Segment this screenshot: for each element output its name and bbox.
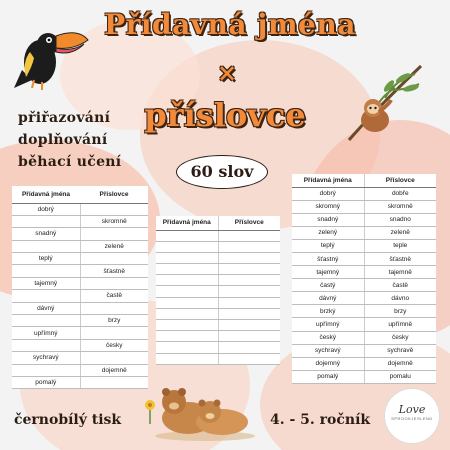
table-left-adjective-cell: upřímný xyxy=(12,327,80,339)
table-right-row xyxy=(292,266,436,279)
table-right-adjective-cell: teplý xyxy=(292,239,364,252)
table-left-adverb-cell: dojemně xyxy=(80,364,148,376)
subtitle-2: doplňování xyxy=(18,132,108,148)
table-left-adjective-cell: teplý xyxy=(12,253,80,265)
table-right-adverb-cell: snadno xyxy=(364,213,436,226)
table-left-adjective-cell: sychravý xyxy=(12,352,80,364)
table-right-adverb-cell: dojemně xyxy=(364,357,436,370)
table-middle-adverb-cell xyxy=(218,308,280,319)
table-left-adverb-cell xyxy=(80,203,148,215)
table-middle-adverb-cell xyxy=(218,297,280,308)
table-middle-row xyxy=(156,308,280,319)
table-right-adjective-cell: skromný xyxy=(292,200,364,213)
table-right-adjective-cell: zelený xyxy=(292,226,364,239)
table-left-header-1: Přídavná jména xyxy=(12,186,80,203)
table-right-adjective-cell: dojemný xyxy=(292,357,364,370)
table-left-adverb-cell: šťastně xyxy=(80,265,148,277)
table-middle-row xyxy=(156,297,280,308)
table-middle-adverb-cell xyxy=(218,320,280,331)
table-left-row xyxy=(12,203,148,215)
title-line2: příslovce xyxy=(144,96,306,134)
table-left-adverb-cell xyxy=(80,228,148,240)
table-middle-adjective-cell xyxy=(156,353,218,364)
table-middle-adverb-cell xyxy=(218,241,280,252)
table-right-row xyxy=(292,318,436,331)
table-left-row xyxy=(12,364,148,376)
table-right-row xyxy=(292,200,436,213)
table-left-adjective-cell: snadný xyxy=(12,228,80,240)
table-right-adjective-cell: častý xyxy=(292,279,364,292)
table-middle-row xyxy=(156,230,280,241)
table-left-row xyxy=(12,352,148,364)
table-right-row xyxy=(292,370,436,383)
sloth-icon xyxy=(345,60,425,142)
table-left-row xyxy=(12,290,148,302)
table-middle-row xyxy=(156,353,280,364)
table-left-header-2: Příslovce xyxy=(80,186,148,203)
table-right-row xyxy=(292,305,436,318)
table-right-adjective-cell: brzký xyxy=(292,305,364,318)
table-right-row xyxy=(292,292,436,305)
table-left-adverb-cell xyxy=(80,302,148,314)
table-middle-row xyxy=(156,320,280,331)
table-left-adverb-cell xyxy=(80,277,148,289)
word-count-badge: 60 slov xyxy=(176,155,268,189)
title-times: × xyxy=(216,58,238,87)
table-right-adjective-cell: pomalý xyxy=(292,370,364,383)
table-left-row xyxy=(12,327,148,339)
table-left-row xyxy=(12,253,148,265)
table-middle-adjective-cell xyxy=(156,297,218,308)
table-middle-adverb-cell xyxy=(218,286,280,297)
logo-text: Love xyxy=(398,403,426,416)
table-right-adjective-cell: upřímný xyxy=(292,318,364,331)
table-left-adjective-cell: tajemný xyxy=(12,277,80,289)
table-right-adverb-cell: šťastně xyxy=(364,252,436,265)
table-middle-row xyxy=(156,286,280,297)
table-left-adjective-cell: pomalý xyxy=(12,376,80,388)
table-right-header-2: Příslovce xyxy=(364,174,436,187)
table-middle-adjective-cell xyxy=(156,230,218,241)
table-middle-adjective-cell xyxy=(156,241,218,252)
table-middle-row xyxy=(156,331,280,342)
subtitle-3: běhací učení xyxy=(18,154,122,170)
title-line1: Přídavná jména xyxy=(104,8,356,41)
table-right-adverb-cell: upřímně xyxy=(364,318,436,331)
table-middle-adverb-cell xyxy=(218,230,280,241)
table-left xyxy=(12,186,148,389)
table-middle-adjective-cell xyxy=(156,342,218,353)
table-right-adverb-cell: tajemně xyxy=(364,266,436,279)
table-left-adverb-cell: zeleně xyxy=(80,240,148,252)
table-middle xyxy=(156,216,280,365)
table-left-adjective-cell xyxy=(12,265,80,277)
table-right-adjective-cell: český xyxy=(292,331,364,344)
table-middle-adjective-cell xyxy=(156,275,218,286)
table-right-adverb-cell: častě xyxy=(364,279,436,292)
table-left-adjective-cell xyxy=(12,364,80,376)
table-right-row xyxy=(292,213,436,226)
brand-logo xyxy=(384,388,440,444)
table-middle-row xyxy=(156,342,280,353)
table-right-adverb-cell: česky xyxy=(364,331,436,344)
table-middle-header-2: Příslovce xyxy=(218,216,280,230)
table-left-row xyxy=(12,277,148,289)
table-right-adjective-cell: šťastný xyxy=(292,252,364,265)
table-right-row xyxy=(292,252,436,265)
table-right-row xyxy=(292,226,436,239)
table-middle-adverb-cell xyxy=(218,275,280,286)
table-left-adverb-cell: častě xyxy=(80,290,148,302)
table-right-adverb-cell: teple xyxy=(364,239,436,252)
table-middle-adjective-cell xyxy=(156,320,218,331)
table-right-row xyxy=(292,344,436,357)
toucan-icon xyxy=(12,22,90,92)
table-right-adjective-cell: dávný xyxy=(292,292,364,305)
table-right-adverb-cell: dobře xyxy=(364,187,436,200)
table-middle-adverb-cell xyxy=(218,252,280,263)
table-middle-adverb-cell xyxy=(218,264,280,275)
table-left-row xyxy=(12,302,148,314)
table-left-adverb-cell: brzy xyxy=(80,315,148,327)
table-middle-adjective-cell xyxy=(156,331,218,342)
subtitle-1: přiřazování xyxy=(18,110,111,126)
table-left-adjective-cell xyxy=(12,215,80,227)
table-middle-row xyxy=(156,241,280,252)
table-left-row xyxy=(12,228,148,240)
footer-grade: 4. - 5. ročník xyxy=(270,412,371,428)
table-right-row xyxy=(292,357,436,370)
table-right-row xyxy=(292,187,436,200)
table-middle-adverb-cell xyxy=(218,342,280,353)
table-middle-adjective-cell xyxy=(156,252,218,263)
table-right-row xyxy=(292,239,436,252)
table-left-row xyxy=(12,315,148,327)
table-right-adverb-cell: brzy xyxy=(364,305,436,318)
table-left-adjective-cell xyxy=(12,290,80,302)
table-left-adjective-cell: dobrý xyxy=(12,203,80,215)
table-right-adjective-cell: tajemný xyxy=(292,266,364,279)
table-left-adverb-cell: skromně xyxy=(80,215,148,227)
table-middle-adverb-cell xyxy=(218,353,280,364)
table-left-adjective-cell xyxy=(12,315,80,327)
table-left-adverb-cell xyxy=(80,327,148,339)
table-right-adverb-cell: zeleně xyxy=(364,226,436,239)
table-right-adjective-cell: dobrý xyxy=(292,187,364,200)
table-left-row xyxy=(12,215,148,227)
table-left-adverb-cell xyxy=(80,352,148,364)
table-right-adjective-cell: snadný xyxy=(292,213,364,226)
table-left-adverb-cell xyxy=(80,253,148,265)
table-middle-row xyxy=(156,264,280,275)
table-middle-adverb-cell xyxy=(218,331,280,342)
table-left-adjective-cell: dávný xyxy=(12,302,80,314)
footer-print-note: černobílý tisk xyxy=(14,412,122,428)
table-left-row xyxy=(12,376,148,388)
logo-subtext: SPROOKJESLEND xyxy=(391,416,433,421)
flower-icon xyxy=(140,398,160,424)
table-right-adverb-cell: pomalu xyxy=(364,370,436,383)
table-right-adverb-cell: dávno xyxy=(364,292,436,305)
table-middle-row xyxy=(156,275,280,286)
table-middle-header-1: Přídavná jména xyxy=(156,216,218,230)
table-left-row xyxy=(12,339,148,351)
table-right-adjective-cell: sychravý xyxy=(292,344,364,357)
table-right-adverb-cell: sychravě xyxy=(364,344,436,357)
table-left-row xyxy=(12,240,148,252)
table-right xyxy=(292,174,436,384)
table-right-adverb-cell: skromně xyxy=(364,200,436,213)
table-middle-adjective-cell xyxy=(156,264,218,275)
table-left-adjective-cell xyxy=(12,339,80,351)
table-left-row xyxy=(12,265,148,277)
table-right-row xyxy=(292,279,436,292)
table-right-header-1: Přídavná jména xyxy=(292,174,364,187)
table-middle-adjective-cell xyxy=(156,308,218,319)
table-left-adjective-cell xyxy=(12,240,80,252)
table-left-adverb-cell xyxy=(80,376,148,388)
table-right-row xyxy=(292,331,436,344)
lion-cubs-icon xyxy=(150,380,260,442)
table-left-adverb-cell: česky xyxy=(80,339,148,351)
table-middle-row xyxy=(156,252,280,263)
table-middle-adjective-cell xyxy=(156,286,218,297)
